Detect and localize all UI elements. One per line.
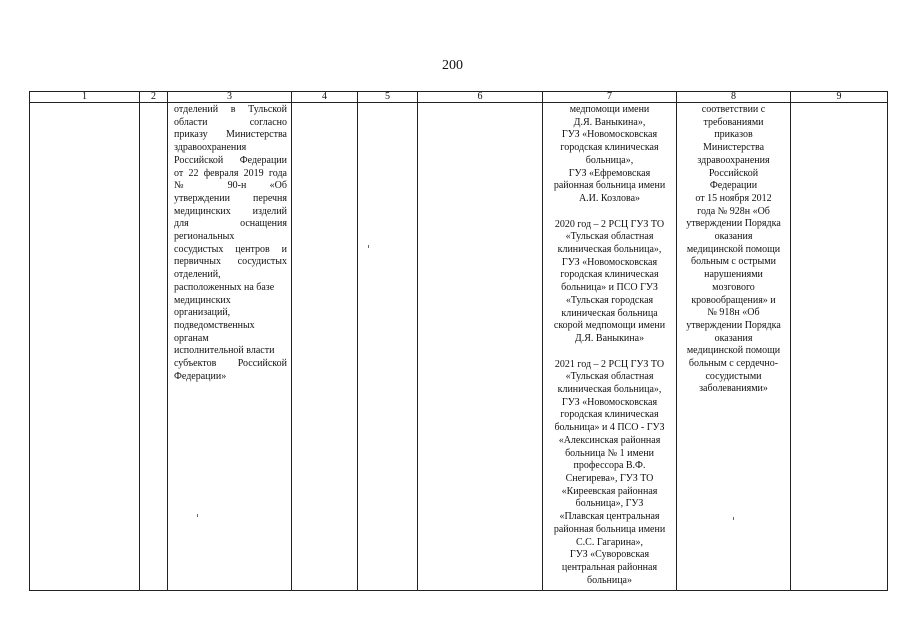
text-line: органам <box>174 332 209 344</box>
text-line: Д.Я. Ваныкина», <box>573 116 646 128</box>
text-line: «Тульская областная <box>565 231 654 243</box>
text-line: скорой медпомощи имени <box>553 320 666 332</box>
data-table <box>29 91 888 591</box>
text-line: С.С. Гагарина», <box>576 536 643 548</box>
text-line: оказания <box>714 332 753 344</box>
text-line: мозгового <box>712 281 755 293</box>
text-line: 2021 год – 2 РСЦ ГУЗ ТО <box>554 358 665 370</box>
table-row <box>30 103 888 591</box>
cell-col-9 <box>791 103 888 591</box>
text-line: исполнительной власти <box>174 345 275 357</box>
cell-col-6 <box>418 103 543 591</box>
text-line: «Алексинская районная <box>558 434 661 446</box>
page-number: 200 <box>442 58 463 73</box>
text-line: кровообращения» и <box>691 294 776 306</box>
column-header: 2 <box>140 92 168 103</box>
text-line: от 15 ноября 2012 <box>695 192 772 204</box>
text-line: больница», <box>585 154 634 166</box>
text-line: Федерации» <box>174 370 227 382</box>
text-line: Министерства <box>702 142 765 154</box>
text-line: заболеваниями» <box>699 383 768 395</box>
column-header: 4 <box>292 92 358 103</box>
text-line: первичных сосудистых <box>174 256 287 268</box>
scan-speck <box>368 245 369 248</box>
column-header: 8 <box>677 92 791 103</box>
text-line: ГУЗ «Суворовская <box>569 549 650 561</box>
text-line: сосудистых центров и <box>174 243 287 255</box>
text-line: клиническая больница <box>561 307 658 319</box>
text-line: А.И. Козлова» <box>578 192 641 204</box>
text-line: требованиями <box>703 116 764 128</box>
text-line: оказания <box>714 231 753 243</box>
text-line: приказу Министерства <box>174 129 287 141</box>
text-line: «Киреевская районная <box>561 485 658 497</box>
text-line: года № 928н «Об <box>697 205 770 217</box>
text-line: больным с острыми <box>691 256 776 268</box>
text-line: медицинской помощи <box>686 345 781 357</box>
text-line: районная больница имени <box>553 523 666 535</box>
text-line: от 22 февраля 2019 года <box>174 167 287 179</box>
cell-col-1 <box>30 103 140 591</box>
column-header: 7 <box>543 92 677 103</box>
text-line: отделений, <box>174 269 221 281</box>
scan-speck <box>197 514 198 517</box>
text-line: больница» <box>587 574 632 586</box>
text-line: № 90-н «Об <box>174 180 287 192</box>
text-line: 2020 год – 2 РСЦ ГУЗ ТО <box>554 218 665 230</box>
text-line: клиническая больница», <box>557 244 662 256</box>
text-line: «Плавская центральная <box>559 511 660 523</box>
scan-speck <box>733 517 734 520</box>
text-line: Снегирева», ГУЗ ТО <box>565 472 654 484</box>
text-line: для оснащения <box>174 218 287 230</box>
text-line: больница», ГУЗ <box>575 498 644 510</box>
text-line: утверждении Порядка <box>686 218 781 230</box>
column-header: 5 <box>358 92 418 103</box>
cell-col-7 <box>543 103 677 591</box>
cell-col-5 <box>358 103 418 591</box>
text-line: клиническая больница», <box>557 384 662 396</box>
text-line: ГУЗ «Новомосковская <box>561 396 658 408</box>
column-header: 6 <box>418 92 543 103</box>
cell-col-3 <box>168 103 292 591</box>
text-line: сосудистыми <box>705 370 762 382</box>
text-line: ГУЗ «Новомосковская <box>561 256 658 268</box>
text-line: Федерации <box>709 180 758 192</box>
text-line: утверждении Порядка <box>686 319 781 331</box>
text-line: нарушениями <box>704 269 763 281</box>
text-line: соответствии с <box>701 104 766 115</box>
header-row <box>30 92 888 103</box>
cell-col-2 <box>140 103 168 591</box>
column-header: 9 <box>791 92 888 103</box>
text-line: районная больница имени <box>553 180 666 192</box>
paragraph-gap <box>546 346 673 359</box>
text-line: подведомственных <box>174 319 255 331</box>
text-line: «Тульская областная <box>565 371 654 383</box>
text-line: больным с сердечно- <box>688 358 779 370</box>
text-line: больница» и ПСО ГУЗ <box>561 282 658 294</box>
text-line: здравоохранения <box>697 154 770 166</box>
text-line: отделений в Тульской <box>174 104 287 115</box>
text-line: центральная районная <box>561 561 658 573</box>
column-header: 1 <box>30 92 140 103</box>
text-line: региональных <box>174 231 235 243</box>
text-line: профессора В.Ф. <box>573 460 646 472</box>
text-line: медицинских изделий <box>174 205 287 217</box>
text-line: больница» и 4 ПСО - ГУЗ <box>554 422 665 434</box>
text-line: области согласно <box>174 116 287 128</box>
text-line: Российской Федерации <box>174 154 287 166</box>
cell-col-4 <box>292 103 358 591</box>
text-line: ГУЗ «Ефремовская <box>568 167 651 179</box>
text-line: организаций, <box>174 307 231 319</box>
text-line: Д.Я. Ваныкина» <box>574 332 645 344</box>
text-line: больница № 1 имени <box>565 447 654 459</box>
text-line: городская клиническая <box>560 142 659 154</box>
text-line: медицинских <box>174 294 231 306</box>
text-line: медицинской помощи <box>686 243 781 255</box>
text-line: субъектов Российской <box>174 358 287 370</box>
text-line: № 918н «Об <box>707 307 760 319</box>
text-line: «Тульская городская <box>565 294 654 306</box>
text-line: городская клиническая <box>560 409 659 421</box>
column-header: 3 <box>168 92 292 103</box>
text-line: городская клиническая <box>560 269 659 281</box>
text-line: утверждении перечня <box>174 192 287 204</box>
text-line: здравоохранения <box>174 142 247 154</box>
text-line: ГУЗ «Новомосковская <box>561 129 658 141</box>
text-line: Российской <box>708 167 759 179</box>
text-line: медпомощи имени <box>569 104 650 115</box>
text-line: приказов <box>714 129 753 141</box>
paragraph-gap <box>546 206 673 219</box>
text-line: расположенных на базе <box>174 281 275 293</box>
